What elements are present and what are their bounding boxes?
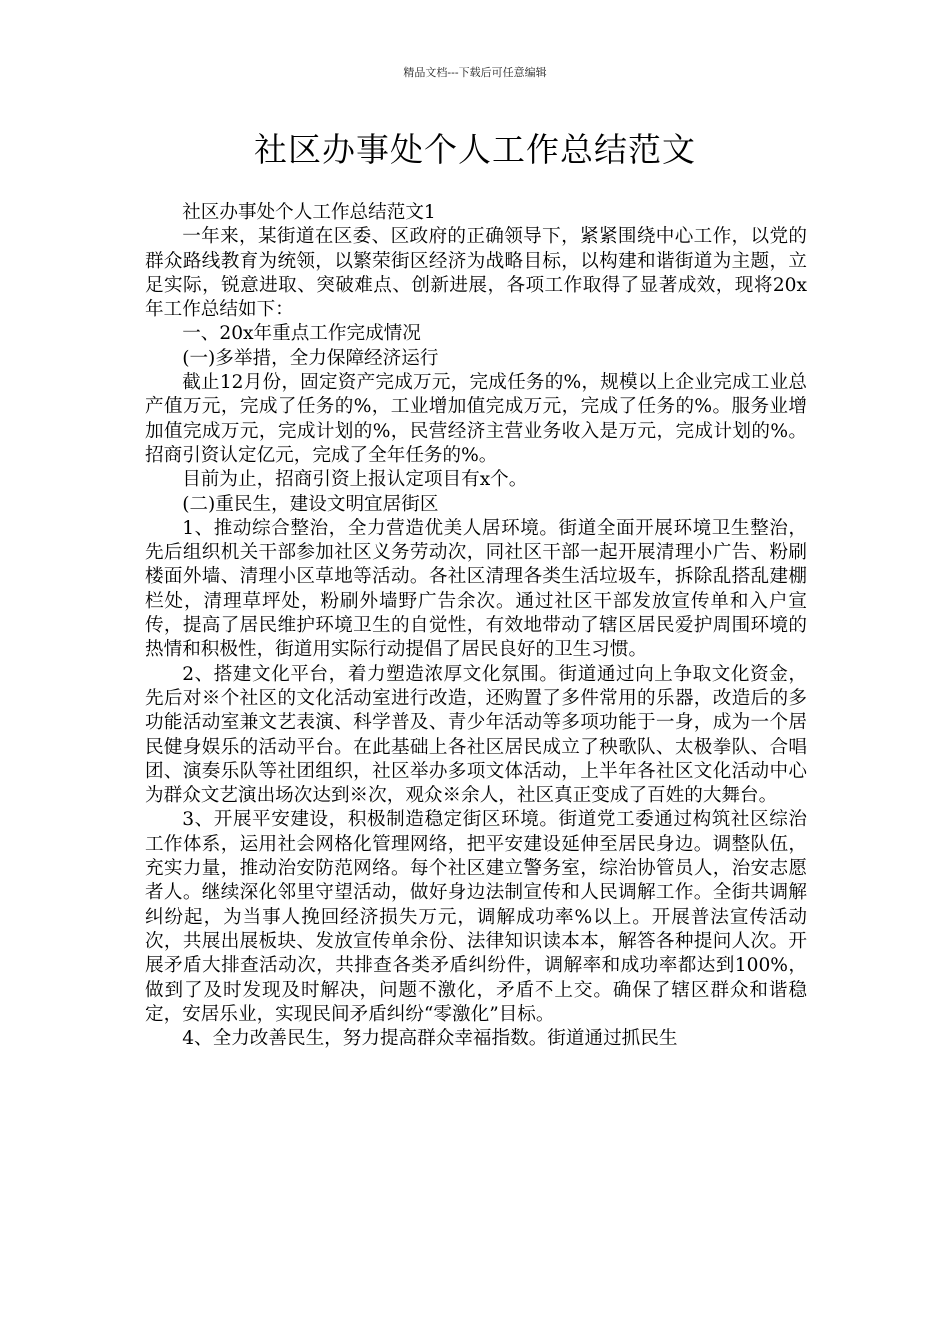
section-heading: 一、20x年重点工作完成情况 bbox=[182, 323, 421, 345]
body-paragraph: 目前为止，招商引资上报认定项目有x个。 bbox=[182, 469, 528, 491]
body-paragraph: 4、全力改善民生，努力提高群众幸福指数。街道通过抓民生 bbox=[182, 1028, 678, 1050]
body-paragraph: 截止12月份，固定资产完成万元，完成任务的%，规模以上企业完成工业总产值万元，完成了任务的%，工业增加值完成万元，完成了任务的%。服务业增加值完成万元，完成计划的%，民营经济主营业务收入是万元，完成计划的%。招商引资认定亿元，完成了全年任务的%。 bbox=[145, 372, 807, 466]
document-title: 社区办事处个人工作总结范文 bbox=[254, 130, 696, 169]
subsection-heading: (二)重民生，建设文明宜居街区 bbox=[182, 493, 439, 515]
document-body bbox=[145, 201, 807, 1051]
header-note: 精品文档---下载后可任意编辑 bbox=[403, 66, 547, 79]
body-paragraph: 2、搭建文化平台，着力塑造浓厚文化氛围。街道通过向上争取文化资金，先后对※个社区的文化活动室进行改造，还购置了多件常用的乐器，改造后的多功能活动室兼文艺表演、科学普及、青少年活动等多项功能于一身，成为一个居民健身娱乐的活动平台。在此基础上各社区居民成立了秧歌队、太极拳队、合唱团、演奏乐队等社团组织，社区举办多项文体活动，上半年各社区文化活动中心为群众文艺演出场次达到※次，观众※余人，社区真正变成了百姓的大舞台。 bbox=[145, 663, 807, 807]
body-paragraph: 3、开展平安建设，积极制造稳定街区环境。街道党工委通过构筑社区综治工作体系，运用社会网格化管理网络，把平安建设延伸至居民身边。调整队伍，充实力量，推动治安防范网络。每个社区建立警务室，综治协管员人，治安志愿者人。继续深化邻里守望活动，做好身边法制宣传和人民调解工作。全街共调解纠纷起，为当事人挽回经济损失万元，调解成功率%以上。开展普法宣传活动次，共展出展板块、发放宣传单余份、法律知识读本本，解答各种提问人次。开展矛盾大排查活动次，共排查各类矛盾纠纷件，调解率和成功率都达到100%，做到了及时发现及时解决，问题不激化，矛盾不上交。确保了辖区群众和谐稳定，安居乐业，实现民间矛盾纠纷“零激化”目标。 bbox=[145, 809, 807, 1025]
intro-paragraph: 一年来，某街道在区委、区政府的正确领导下，紧紧围绕中心工作，以党的 群众路线教育为统领，以繁荣街区经济为战略目标，以构建和谐街道为主题，立足实际，锐意进取、突破难点、创新进展，各项工作取得了显著成效，现将20x年工作总结如下： bbox=[145, 226, 807, 321]
subtitle-paragraph: 社区办事处个人工作总结范文1 bbox=[182, 202, 436, 223]
subsection-heading: (一)多举措，全力保障经济运行 bbox=[182, 347, 439, 369]
body-paragraph: 1、推动综合整治，全力营造优美人居环境。街道全面开展环境卫生整治，先后组织机关干部参加社区义务劳动次，同社区干部一起开展清理小广告、粉刷楼面外墙、清理小区草地等活动。各社区清理各类生活垃圾车，拆除乱搭乱建棚栏处，清理草坪处，粉刷外墙野广告余次。通过社区干部发放宣传单和入户宣传，提高了居民维护环境卫生的自觉性，有效地带动了辖区居民爱护周围环境的热情和积极性，街道用实际行动提倡了居民良好的卫生习惯。 bbox=[145, 517, 807, 661]
